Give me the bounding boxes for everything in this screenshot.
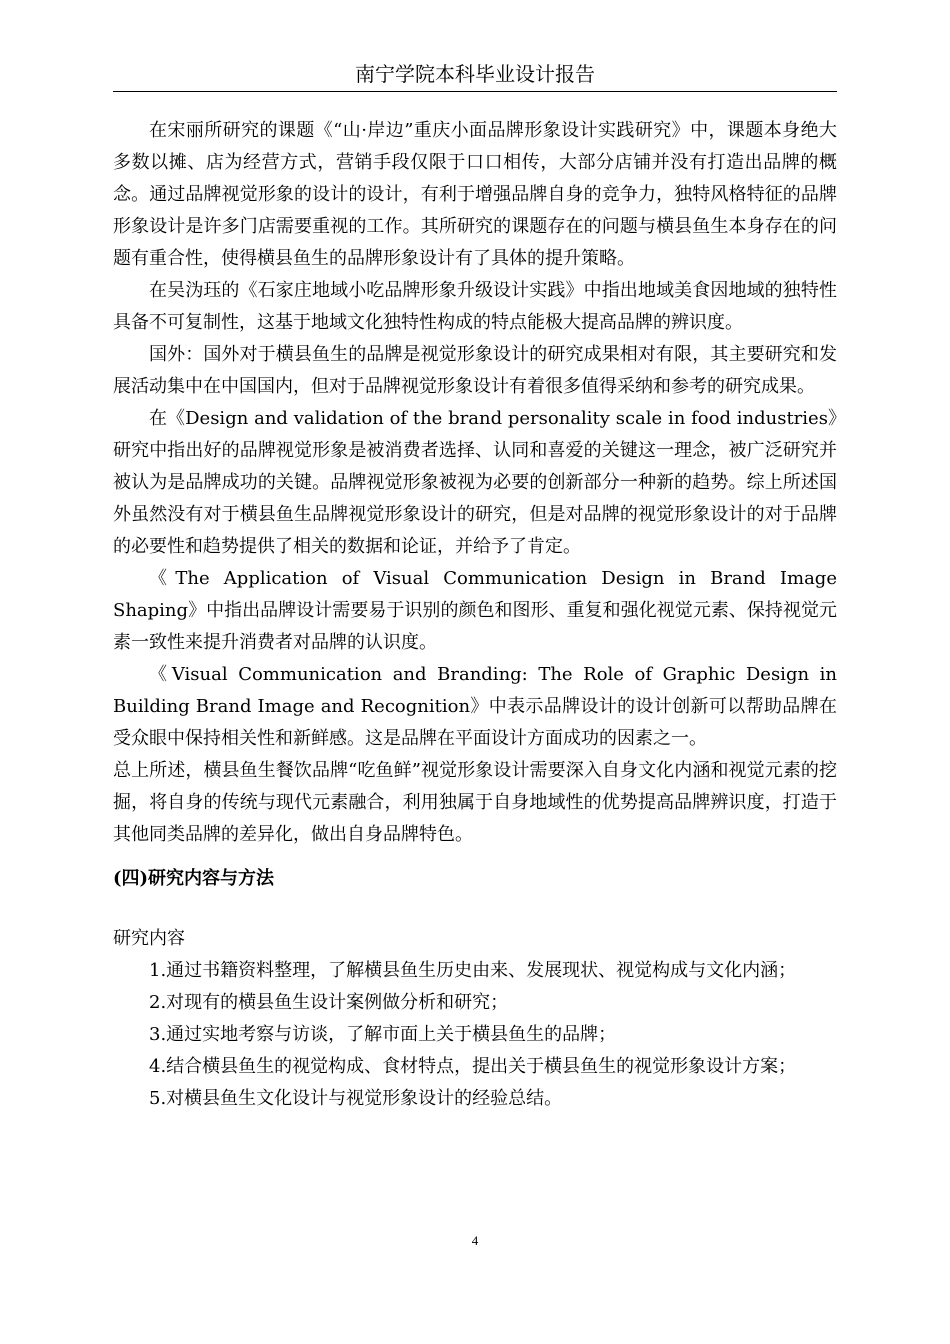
paragraph-brand-personality-study: 在《Design and validation of the brand personality scale in food industries》研究中指出好的品牌视觉形象是被消费者选择、认同和喜爱的关键这一理念，被广泛研究并被认为是品牌成功的关键。品牌视觉形象被视为必要的创新部分一种新的趋势。综上所述国外虽然没有对于横县鱼生品牌视觉形象设计的研究，但是对品牌的视觉形象设计的对于品牌的必要性和趋势提供了相关的数据和论证，并给予了肯定。 xyxy=(113,408,837,557)
paragraph-summary: 总上所述，横县鱼生餐饮品牌“吃鱼鲜”视觉形象设计需要深入自身文化内涵和视觉元素的挖掘，将自身的传统与现代元素融合，利用独属于自身地域性的优势提高品牌辨识度，打造于其他同类品牌的差异化，做出自身品牌特色。 xyxy=(113,760,837,845)
paragraph-foreign-overview: 国外：国外对于横县鱼生的品牌是视觉形象设计的研究成果相对有限，其主要研究和发展活动集中在中国国内，但对于品牌视觉形象设计有着很多值得采纳和参考的研究成果。 xyxy=(113,344,837,397)
section-heading: (四)研究内容与方法 xyxy=(113,868,275,889)
page-number: 4 xyxy=(471,1233,479,1248)
paragraph-graphic-design-study: 《Visual Communication and Branding: The Role of Graphic Design in Building Brand Image and Recognition》中表示品牌设计的设计创新可以帮助品牌在受众眼中保持相关性和新鲜感。这是品牌在平面设计方面成功的因素之一。 xyxy=(113,664,837,749)
paragraph-song-li-study: 在宋丽所研究的课题《“山·岸边”重庆小面品牌形象设计实践研究》中，课题本身绝大多数以摊、店为经营方式，营销手段仅限于口口相传，大部分店铺并没有打造出品牌的概念。通过品牌视觉形象的设计的设计，有利于增强品牌自身的竞争力，独特风格特征的品牌形象设计是许多门店需要重视的工作。其所研究的课题存在的问题与横县鱼生本身存在的问题有重合性，使得横县鱼生的品牌形象设计有了具体的提升策略。 xyxy=(113,120,837,269)
paragraph-wu-study: 在吴沩珏的《石家庄地域小吃品牌形象升级设计实践》中指出地域美食因地域的独特性具备不可复制性，这基于地域文化独特性构成的特点能极大提高品牌的辨识度。 xyxy=(113,280,837,333)
document-body xyxy=(113,115,837,1115)
list-item: 5.对横县鱼生文化设计与视觉形象设计的经验总结。 xyxy=(149,1088,563,1109)
paragraph-visual-communication-study: 《The Application of Visual Communication Design in Brand Image Shaping》中指出品牌设计需要易于识别的颜色和图形、重复和强化视觉元素、保持视觉元素一致性来提升消费者对品牌的认识度。 xyxy=(113,568,837,653)
list-item: 2.对现有的横县鱼生设计案例做分析和研究； xyxy=(149,992,509,1013)
list-item: 3.通过实地考察与访谈，了解市面上关于横县鱼生的品牌； xyxy=(149,1024,617,1045)
list-item: 4.结合横县鱼生的视觉构成、食材特点，提出关于横县鱼生的视觉形象设计方案； xyxy=(149,1056,797,1077)
page-header-title: 南宁学院本科毕业设计报告 xyxy=(355,62,595,86)
header-divider xyxy=(113,91,837,92)
research-content-list xyxy=(113,955,837,1115)
list-item: 1.通过书籍资料整理，了解横县鱼生历史由来、发展现状、视觉构成与文化内涵； xyxy=(149,960,797,981)
section-label: 研究内容 xyxy=(113,928,185,949)
